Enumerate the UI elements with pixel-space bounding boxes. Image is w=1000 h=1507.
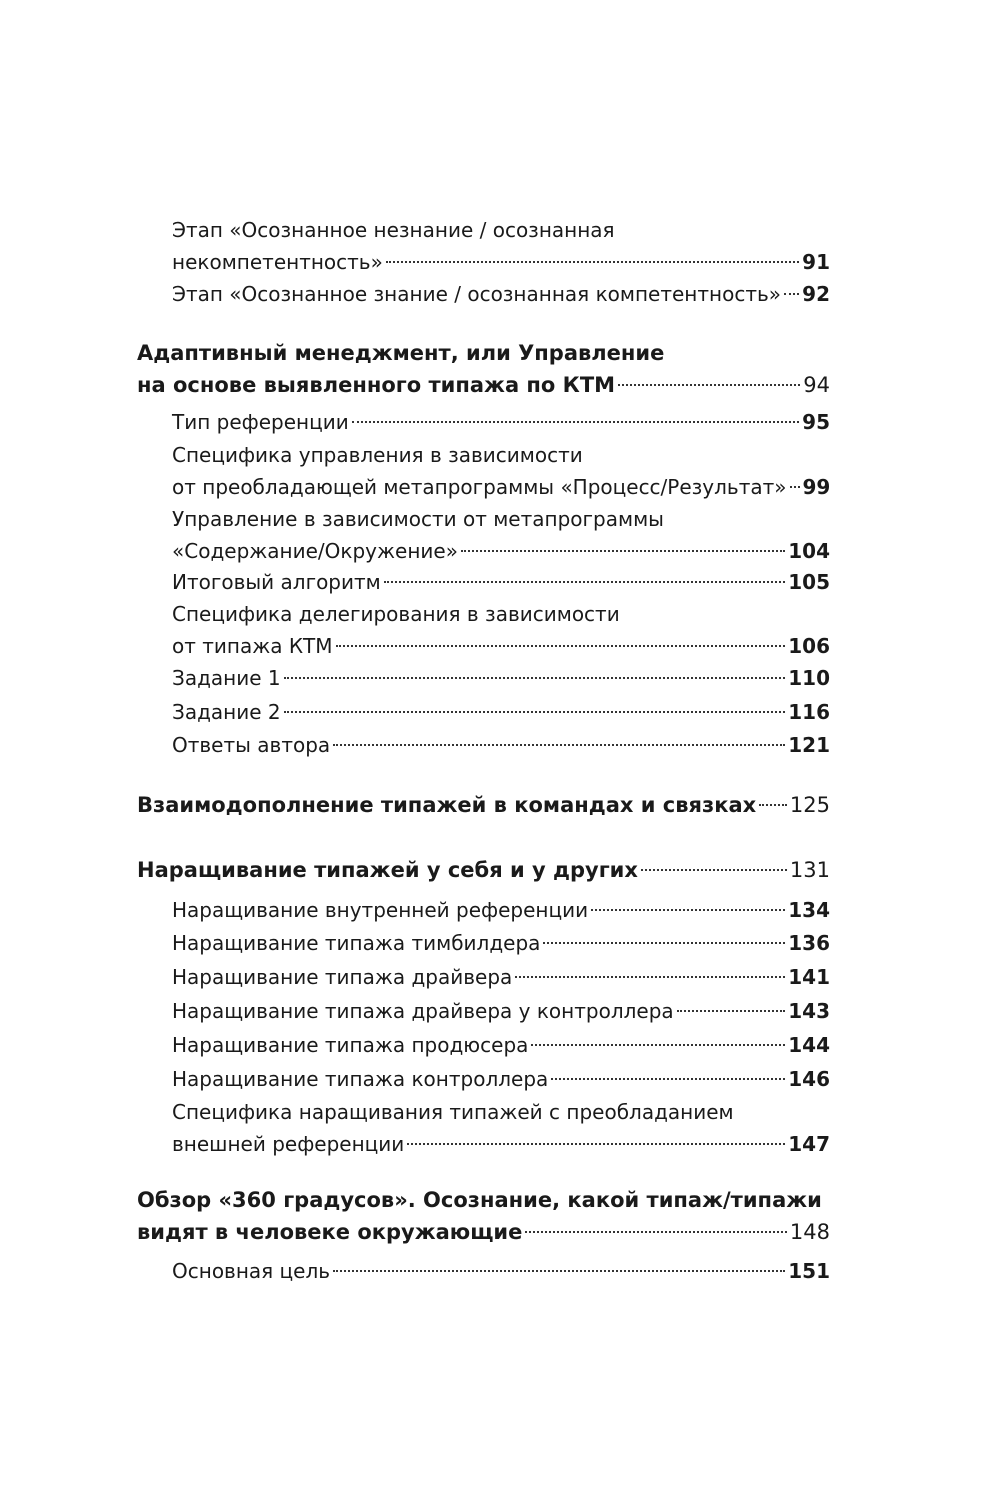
chapter-title-line: Взаимодополнение типажей в командах и связках xyxy=(137,793,757,817)
entry-title-line: Наращивание внутренней референции xyxy=(172,898,589,922)
toc-chapter[interactable] xyxy=(137,337,830,401)
page-number: 136 xyxy=(788,931,830,955)
page-number: 94 xyxy=(803,373,830,397)
toc-entry[interactable] xyxy=(172,1255,830,1287)
dot-leader xyxy=(336,645,786,647)
dot-leader xyxy=(352,421,799,423)
toc-entry[interactable] xyxy=(172,406,830,438)
chapter-title-line: Наращивание типажей у себя и у других xyxy=(137,858,638,882)
chapter-title-line: Обзор «360 градусов». Осознание, какой типаж/типажи xyxy=(137,1188,822,1212)
page-number: 125 xyxy=(789,793,830,817)
dot-leader xyxy=(531,1044,785,1046)
toc-entry[interactable] xyxy=(172,214,830,278)
page-number: 141 xyxy=(788,965,830,989)
entry-title-line: Специфика делегирования в зависимости xyxy=(172,602,620,626)
page-number: 144 xyxy=(788,1033,830,1057)
chapter-title-line: на основе выявленного типажа по КТМ xyxy=(137,373,616,397)
page-number: 151 xyxy=(788,1259,830,1283)
dot-leader xyxy=(525,1231,787,1233)
entry-title-line: Наращивание типажа драйвера у контроллера xyxy=(172,999,674,1023)
toc-entry[interactable] xyxy=(172,598,830,662)
entry-title-line: Наращивание типажа продюсера xyxy=(172,1033,529,1057)
entry-title-line: Основная цель xyxy=(172,1259,331,1283)
dot-leader xyxy=(284,711,786,713)
toc-entry[interactable] xyxy=(172,961,830,993)
dot-leader xyxy=(641,869,787,871)
page-number: 92 xyxy=(802,282,830,306)
toc-entry[interactable] xyxy=(172,278,830,310)
toc-entry[interactable] xyxy=(172,439,830,503)
entry-title-line: Этап «Осознанное знание / осознанная компетентность» xyxy=(172,282,782,306)
dot-leader xyxy=(551,1078,785,1080)
dot-leader xyxy=(284,677,786,679)
toc-entry[interactable] xyxy=(172,1063,830,1095)
page-number: 105 xyxy=(788,570,830,594)
entry-title-line: от преобладающей метапрограммы «Процесс/Результат» xyxy=(172,475,787,499)
dot-leader xyxy=(384,581,786,583)
dot-leader xyxy=(543,942,785,944)
page-number: 148 xyxy=(789,1220,830,1244)
page-number: 121 xyxy=(788,733,830,757)
dot-leader xyxy=(790,486,800,488)
dot-leader xyxy=(407,1143,785,1145)
toc-entry[interactable] xyxy=(172,729,830,761)
toc-entry[interactable] xyxy=(172,1096,830,1160)
chapter-title-line: Адаптивный менеджмент, или Управление xyxy=(137,341,665,365)
entry-title-line: Специфика управления в зависимости xyxy=(172,443,583,467)
dot-leader xyxy=(677,1010,786,1012)
entry-title-line: «Содержание/Окружение» xyxy=(172,539,458,563)
toc-entry[interactable] xyxy=(172,696,830,728)
toc-entry[interactable] xyxy=(172,927,830,959)
entry-title-line: внешней референции xyxy=(172,1132,405,1156)
page-number: 106 xyxy=(788,634,830,658)
entry-title-line: Управление в зависимости от метапрограммы xyxy=(172,507,664,531)
page-number: 91 xyxy=(802,250,830,274)
toc-entry[interactable] xyxy=(172,503,830,567)
toc-entry[interactable] xyxy=(172,995,830,1027)
dot-leader xyxy=(333,1270,785,1272)
entry-title-line: от типажа КТМ xyxy=(172,634,333,658)
dot-leader xyxy=(784,293,799,295)
dot-leader xyxy=(591,909,785,911)
entry-title-line: некомпетентность» xyxy=(172,250,383,274)
page-number: 116 xyxy=(788,700,830,724)
page-number: 95 xyxy=(802,410,830,434)
dot-leader xyxy=(759,804,787,806)
entry-title-line: Задание 2 xyxy=(172,700,281,724)
dot-leader xyxy=(515,976,785,978)
toc-chapter[interactable] xyxy=(137,854,830,886)
toc-entry[interactable] xyxy=(172,662,830,694)
entry-title-line: Наращивание типажа тимбилдера xyxy=(172,931,541,955)
page-number: 104 xyxy=(788,539,830,563)
dot-leader xyxy=(386,261,799,263)
page-number: 146 xyxy=(788,1067,830,1091)
dot-leader xyxy=(333,744,785,746)
entry-title-line: Этап «Осознанное незнание / осознанная xyxy=(172,218,615,242)
toc-chapter[interactable] xyxy=(137,1184,830,1248)
chapter-title-line: видят в человеке окружающие xyxy=(137,1220,523,1244)
entry-title-line: Наращивание типажа контроллера xyxy=(172,1067,549,1091)
entry-title-line: Наращивание типажа драйвера xyxy=(172,965,513,989)
toc-entry[interactable] xyxy=(172,566,830,598)
dot-leader xyxy=(618,384,800,386)
page-number: 110 xyxy=(788,666,830,690)
page-number: 147 xyxy=(788,1132,830,1156)
entry-title-line: Тип референции xyxy=(172,410,349,434)
entry-title-line: Специфика наращивания типажей с преобладанием xyxy=(172,1100,734,1124)
page-number: 99 xyxy=(802,475,831,499)
page-number: 131 xyxy=(789,858,830,882)
dot-leader xyxy=(461,550,785,552)
toc-entry[interactable] xyxy=(172,894,830,926)
entry-title-line: Итоговый алгоритм xyxy=(172,570,381,594)
toc-chapter[interactable] xyxy=(137,789,830,821)
toc-entry[interactable] xyxy=(172,1029,830,1061)
page-number: 143 xyxy=(788,999,830,1023)
entry-title-line: Задание 1 xyxy=(172,666,281,690)
page-number: 134 xyxy=(788,898,830,922)
entry-title-line: Ответы автора xyxy=(172,733,331,757)
